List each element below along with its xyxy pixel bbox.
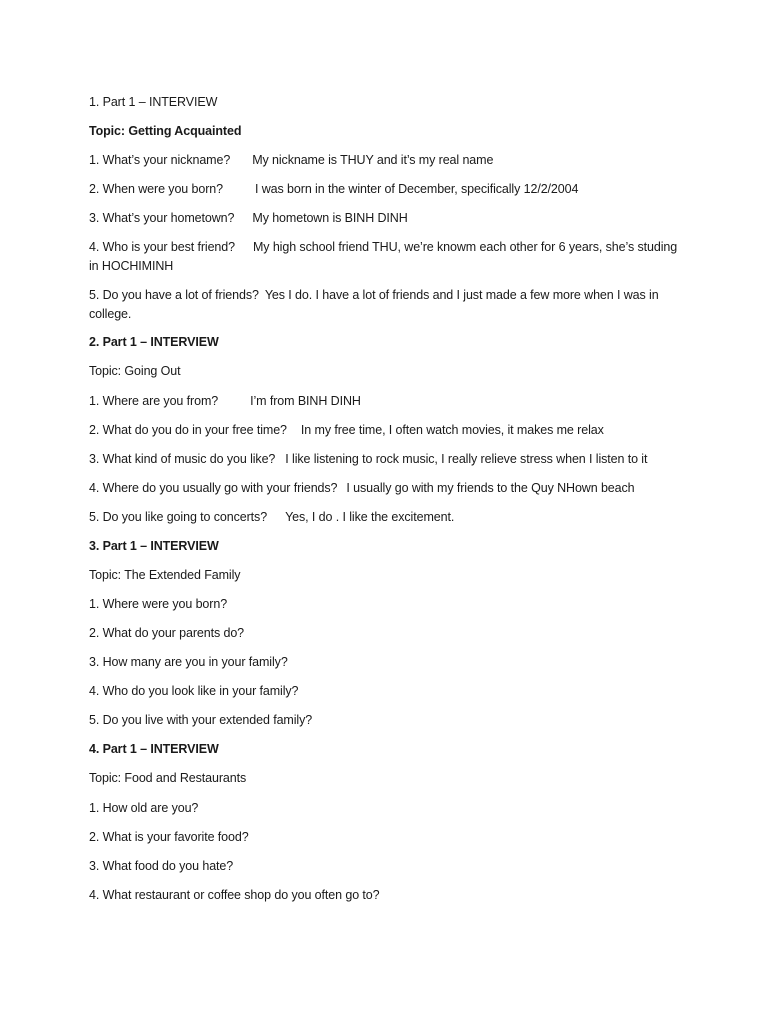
answer: I’m from BINH DINH bbox=[250, 394, 361, 408]
answer: Yes I do. I have a lot of friends and I just made a few more when I was in college. bbox=[89, 288, 659, 321]
answer: My hometown is BINH DINH bbox=[252, 211, 408, 225]
section-topic: Topic: Food and Restaurants bbox=[89, 771, 247, 785]
document-page bbox=[89, 0, 689, 1024]
question: 5. Do you have a lot of friends? bbox=[89, 288, 259, 302]
question: 3. How many are you in your family? bbox=[89, 655, 288, 669]
qa-item bbox=[89, 421, 604, 440]
section-topic: Topic: The Extended Family bbox=[89, 568, 241, 582]
qa-item bbox=[89, 238, 679, 276]
question: 4. What restaurant or coffee shop do you often go to? bbox=[89, 888, 380, 902]
question: 2. What do you do in your free time? bbox=[89, 423, 287, 437]
section-heading: 2. Part 1 – INTERVIEW bbox=[89, 335, 219, 349]
question: 4. Who is your best friend? bbox=[89, 240, 235, 254]
section-heading: 1. Part 1 – INTERVIEW bbox=[89, 95, 218, 109]
answer: I usually go with my friends to the Quy NHown beach bbox=[346, 481, 635, 495]
qa-item bbox=[89, 151, 493, 170]
qa-item bbox=[89, 508, 454, 527]
question: 3. What’s your hometown? bbox=[89, 211, 235, 225]
question: 4. Who do you look like in your family? bbox=[89, 684, 299, 698]
question: 1. What’s your nickname? bbox=[89, 153, 231, 167]
question: 1. How old are you? bbox=[89, 801, 199, 815]
answer: I was born in the winter of December, specifically 12/2/2004 bbox=[255, 182, 579, 196]
section-heading: 3. Part 1 – INTERVIEW bbox=[89, 539, 219, 553]
qa-item bbox=[89, 209, 408, 228]
answer: I like listening to rock music, I really relieve stress when I listen to it bbox=[285, 452, 648, 466]
question: 5. Do you like going to concerts? bbox=[89, 510, 268, 524]
section-topic: Topic: Getting Acquainted bbox=[89, 124, 242, 138]
question: 2. What do your parents do? bbox=[89, 626, 245, 640]
qa-item bbox=[89, 286, 679, 324]
section-topic: Topic: Going Out bbox=[89, 364, 181, 378]
qa-item bbox=[89, 450, 647, 469]
answer: Yes, I do . I like the excitement. bbox=[285, 510, 455, 524]
answer: My high school friend THU, we’re knowm each other for 6 years, she’s studing in HOCHIMINH bbox=[89, 240, 678, 273]
question: 3. What kind of music do you like? bbox=[89, 452, 276, 466]
answer: In my free time, I often watch movies, it makes me relax bbox=[300, 423, 604, 437]
question: 3. What food do you hate? bbox=[89, 859, 234, 873]
question: 5. Do you live with your extended family? bbox=[89, 713, 313, 727]
question: 4. Where do you usually go with your friends? bbox=[89, 481, 338, 495]
question: 2. When were you born? bbox=[89, 182, 223, 196]
question: 1. Where are you from? bbox=[89, 394, 219, 408]
qa-item bbox=[89, 392, 361, 411]
question: 2. What is your favorite food? bbox=[89, 830, 249, 844]
answer: My nickname is THUY and it’s my real name bbox=[252, 153, 494, 167]
qa-item bbox=[89, 180, 578, 199]
question: 1. Where were you born? bbox=[89, 597, 228, 611]
section-heading: 4. Part 1 – INTERVIEW bbox=[89, 742, 219, 756]
qa-item bbox=[89, 479, 635, 498]
